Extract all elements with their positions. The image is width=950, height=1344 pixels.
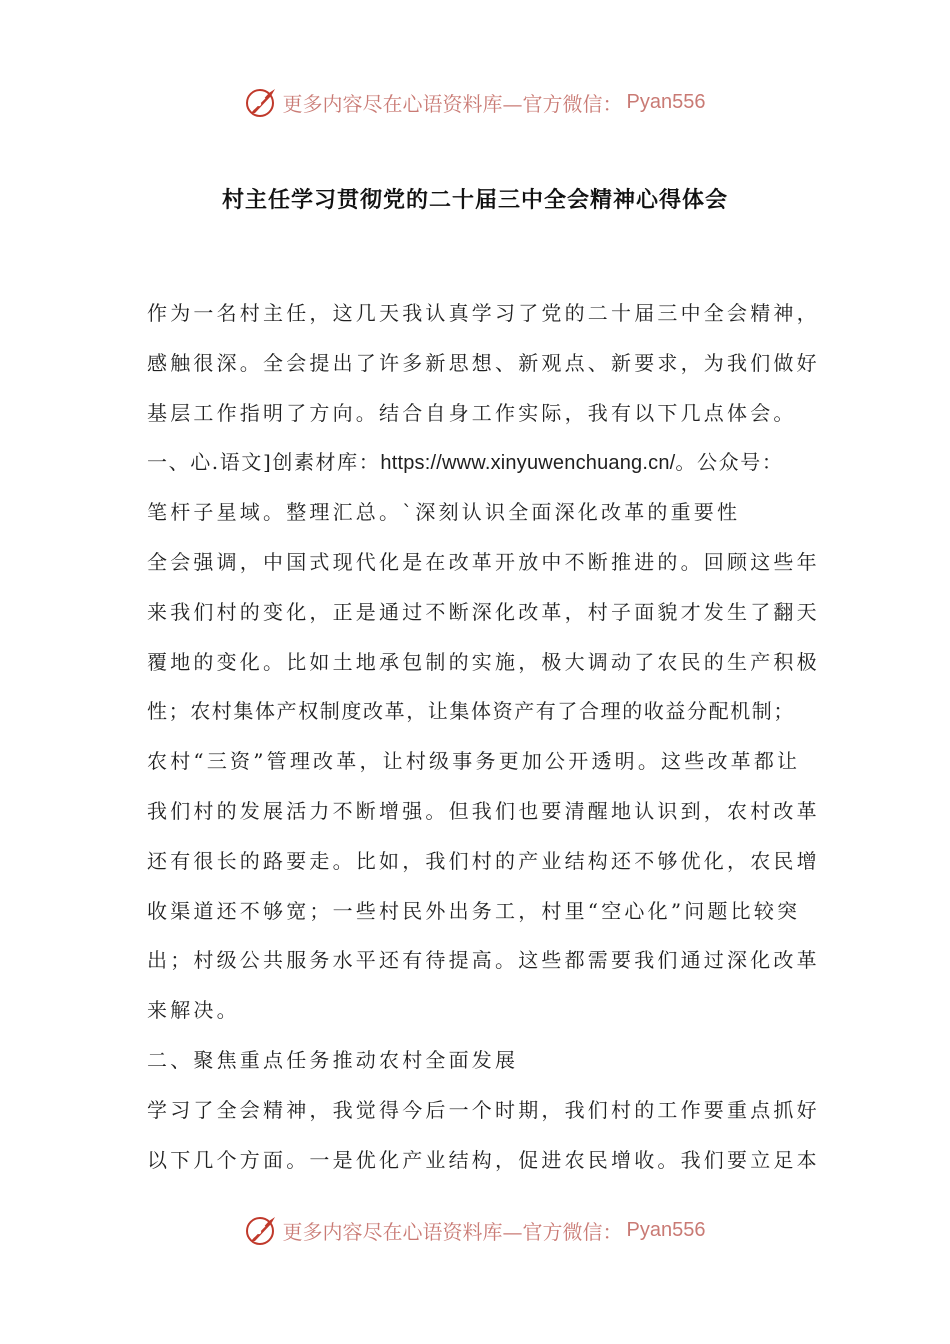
link-suffix: 。公众号：	[675, 450, 784, 475]
watermark-text: 更多内容尽在心语资料库—官方微信：	[282, 91, 623, 116]
header-watermark	[0, 82, 950, 122]
body-line: 覆地的变化。比如土地承包制的实施，极大调动了农民的生产积极	[147, 649, 820, 674]
body-line: 性；农村集体产权制度改革，让集体资产有了合理的收益分配机制；	[147, 699, 795, 724]
body-line: 感触很深。全会提出了许多新思想、新观点、新要求，为我们做好	[147, 350, 820, 375]
quill-pen-logo-icon	[245, 85, 279, 119]
body-line: 全会强调，中国式现代化是在改革开放中不断推进的。回顾这些年	[147, 549, 820, 574]
document-title: 村主任学习贯彻党的二十届三中全会精神心得体会	[221, 188, 728, 213]
body-line: 我们村的发展活力不断增强。但我们也要清醒地认识到，农村改革	[147, 798, 820, 823]
body-line: 作为一名村主任，这几天我认真学习了党的二十届三中全会精神，	[147, 301, 820, 325]
watermark-text: 更多内容尽在心语资料库—官方微信：	[282, 1219, 623, 1244]
body-line-with-link	[147, 444, 807, 494]
body-line: 还有很长的路要走。比如，我们村的产业结构还不够优化，农民增	[147, 848, 820, 873]
source-link[interactable]: https://www.xinyuwenchuang.cn/	[380, 452, 676, 475]
quill-pen-logo-icon	[245, 1213, 279, 1247]
section-heading: 二、聚焦重点任务推动农村全面发展	[147, 1047, 519, 1072]
body-line: 农村“三资”管理改革，让村级事务更加公开透明。这些改革都让	[147, 749, 801, 774]
watermark-wechat-id: Pyan556	[626, 90, 706, 113]
body-line: 基层工作指明了方向。结合自身工作实际，我有以下几点体会。	[147, 400, 797, 425]
footer-watermark	[0, 1210, 950, 1250]
document-body	[147, 295, 820, 1191]
body-line: 出；村级公共服务水平还有待提高。这些都需要我们通过深化改革	[147, 948, 820, 973]
body-line: 学习了全会精神，我觉得今后一个时期，我们村的工作要重点抓好	[147, 1097, 820, 1122]
body-line: 以下几个方面。一是优化产业结构，促进农民增收。我们要立足本	[147, 1147, 820, 1172]
body-line: 笔杆子星域。整理汇总。`深刻认识全面深化改革的重要性	[147, 500, 741, 525]
body-line: 收渠道还不够宽；一些村民外出务工，村里“空心化”问题比较突	[147, 898, 801, 923]
body-line: 来我们村的变化，正是通过不断深化改革，村子面貌才发生了翻天	[147, 599, 820, 624]
watermark-wechat-id: Pyan556	[626, 1218, 706, 1241]
body-line: 来解决。	[147, 998, 240, 1023]
section-one-prefix: 一、心.语文]创素材库：	[147, 450, 381, 475]
